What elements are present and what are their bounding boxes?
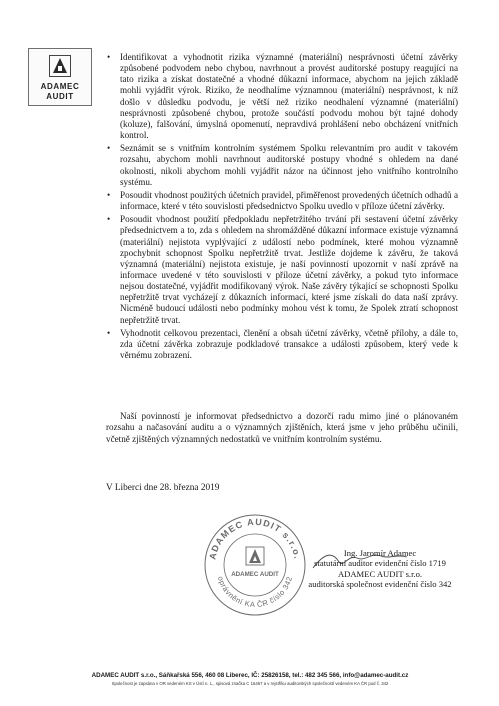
logo-a-icon bbox=[49, 55, 71, 77]
date-line: V Liberci dne 28. března 2019 bbox=[106, 483, 220, 493]
signature-block bbox=[290, 548, 470, 590]
stamp-bottom-text: oprávnění KA ČR číslo 342 bbox=[215, 575, 295, 610]
list-item: • Identifikovat a vyhodnotit rizika významné (materiální) nesprávnosti účetní závěrky způsobené podvodem nebo chybou, navrhnout a provést auditorské postupy reagující na tato rizika a získat dostatečné a vhodné důkazní informace, abychom na jejich základě mohli vyjádřit výrok. Riziko, že neodhalíme významnou (materiální) nesprávnost, k níž došlo v důsledku podvodu, je větší než riziko neodhalení významné (materiální) nesprávnosti způsobené chybou, protože součástí podvodu mohou být tajné dohody (koluze), falšování, úmyslná opomenutí, nepravdivá prohlášení nebo obcházení vnitřních kontrol. bbox=[106, 52, 458, 141]
list-item: • Posoudit vhodnost použití předpokladu nepřetržitého trvání při sestavení účetní závěrky předsednictvem a to, zda s ohledem na shromážděné důkazní informace existuje významná (materiální) nejistota vyplývající z událostí nebo podmínek, které mohou významně zpochybnit schopnost Spolku nepřetržitě trvat. Jestliže dojdeme k závěru, že taková významná (materiální) nejistota existuje, je naší povinností upozornit v naší zprávě na informace uvedené v této souvislosti v příloze účetní závěrky, a pokud tyto informace nejsou dostatečné, vyjádřit modifikovaný výrok. Naše závěry týkající se schopnosti Spolku nepřetržitě trvat vycházejí z důkazních informací, které jsme získali do data naší zprávy. Nicméně budoucí události nebo podmínky mohou vést k tomu, že Spolek ztratí schopnost nepřetržitě trvat. bbox=[106, 214, 458, 326]
list-item: • Posoudit vhodnost použitých účetních pravidel, přiměřenost provedených účetních odhadů a informace, které v této souvislosti předsednictvo Spolku uvedlo v příloze účetní závěrky. bbox=[106, 190, 458, 212]
logo-text-line1: ADAMEC bbox=[40, 82, 80, 91]
audit-responsibilities-list bbox=[106, 52, 458, 363]
stamp-a-icon bbox=[246, 547, 264, 565]
closing-paragraph: Naší povinností je informovat předsednictvo a dozorčí radu mimo jiné o plánovaném rozsahu a načasování auditu a o významných zjištěních, která jsme v jeho průběhu učinili, včetně zjištěných významných nedostatků ve vnitřním kontrolním systému. bbox=[106, 411, 458, 444]
stamp-center-text: ADAMEC AUDIT bbox=[231, 571, 279, 578]
signer-company: ADAMEC AUDIT s.r.o. bbox=[337, 568, 423, 579]
list-item: • Seznámit se s vnitřním kontrolním systémem Spolku relevantním pro audit v takovém rozsahu, abychom mohli navrhnout auditorské postupy vhodné s ohledem na dané okolnosti, nikoli abychom mohli vyjádřit názor na účinnost jeho vnitřního kontrolního systému. bbox=[106, 143, 458, 188]
footer-contact-line: ADAMEC AUDIT s.r.o., Sáňkařská 556, 460 08 Liberec, IČ: 25826158, tel.: 482 345 566, info@adamec-audit.cz bbox=[91, 672, 409, 679]
logo-text-line2: AUDIT bbox=[46, 92, 74, 101]
footer-registration-line: Společnost je zapsána v OR vedeném KS v Ústí n. L., spisová značka C 16467 a v rejstříku auditorských společností vedeném KA ČR pod č. 342 bbox=[111, 681, 389, 686]
signer-firm-registration: auditorská společnost evidenční číslo 342 bbox=[308, 579, 452, 590]
signer-role: statutární auditor evidenční číslo 1719 bbox=[314, 558, 446, 569]
signer-name: Ing. Jaromír Adamec bbox=[343, 548, 417, 558]
company-logo bbox=[28, 48, 92, 106]
stamp-ring-text: ADAMEC AUDIT s.r.o. bbox=[207, 516, 303, 561]
page-footer bbox=[52, 672, 448, 686]
list-item: • Vyhodnotit celkovou prezentaci, členění a obsah účetní závěrky, včetně přílohy, a dále to, zda účetní závěrka zobrazuje podkladové transakce a události způsobem, který vede k věrnému zobrazení. bbox=[106, 328, 458, 361]
